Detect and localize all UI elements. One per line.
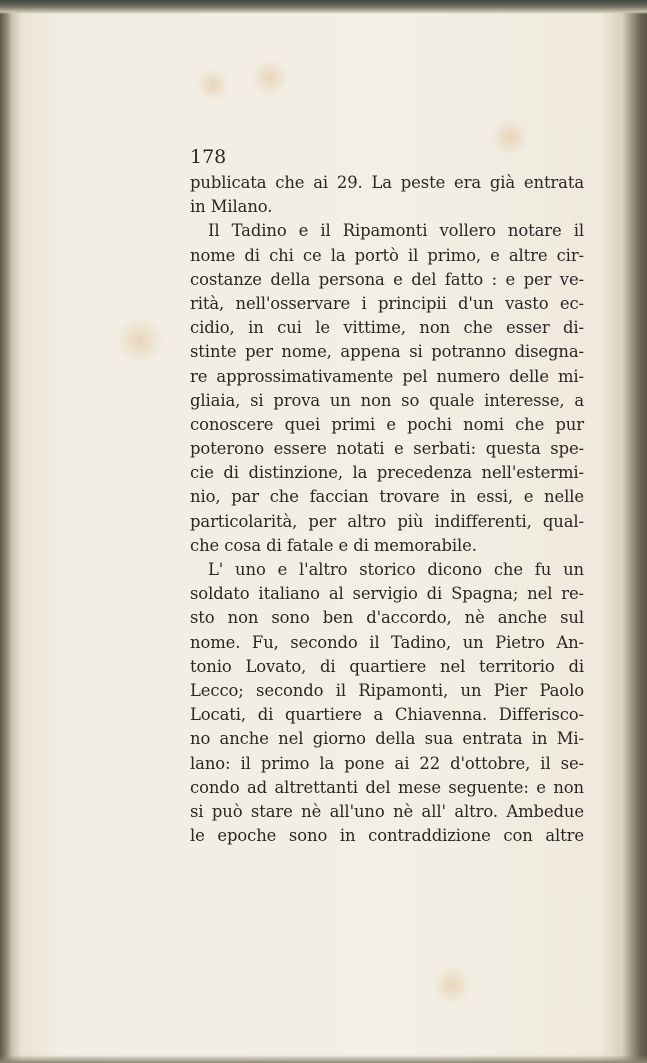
- text-line: nio, par che faccian trovare in essi, e nelle: [190, 487, 584, 507]
- text-line: rità, nell'osservare i principii d'un vasto ec-: [190, 293, 584, 313]
- foxing-stain: [195, 70, 231, 100]
- text-line: soldato italiano al servigio di Spagna; nel re-: [190, 584, 584, 604]
- text-line: si può stare nè all'uno nè all' altro. Ambedue: [190, 801, 584, 821]
- text-line: costanze della persona e del fatto : e per ve-: [190, 269, 584, 289]
- text-line: cie di distinzione, la precedenza nell'estermi-: [190, 463, 584, 483]
- text-line: poterono essere notati e serbati: questa spe-: [190, 439, 584, 459]
- foxing-stain: [115, 318, 165, 362]
- text-line: Il Tadino e il Ripamonti vollero notare il: [208, 221, 584, 241]
- text-line: Locati, di quartiere a Chiavenna. Differisco-: [190, 705, 584, 725]
- text-line: condo ad altrettanti del mese seguente: e non: [190, 777, 584, 797]
- text-line: conoscere quei primi e pochi nomi che pur: [190, 414, 584, 434]
- page-number: 178: [190, 146, 227, 168]
- text-lines: [190, 171, 584, 848]
- page-text-block: [190, 145, 584, 848]
- page-top-edge: [0, 0, 647, 14]
- text-line: stinte per nome, appena si potranno disegna-: [190, 342, 584, 362]
- text-line: gliaia, si prova un non so quale interesse, a: [190, 390, 584, 410]
- text-line: che cosa di fatale e di memorabile.: [190, 535, 477, 555]
- text-line: tonio Lovato, di quartiere nel territorio di: [190, 656, 584, 676]
- text-line: re approssimativamente pel numero delle mi-: [190, 366, 584, 386]
- text-line: cidio, in cui le vittime, non che esser di-: [190, 318, 584, 338]
- text-line: lano: il primo la pone ai 22 d'ottobre, il se-: [190, 753, 584, 773]
- page-bottom-edge: [0, 1055, 647, 1063]
- text-line: le epoche sono in contraddizione con altre: [190, 826, 584, 846]
- text-line: sto non sono ben d'accordo, nè anche sul: [190, 608, 584, 628]
- text-line: in Milano.: [190, 197, 273, 217]
- text-line: publicata che ai 29. La peste era già entrata: [190, 173, 584, 192]
- foxing-stain: [250, 60, 290, 96]
- text-line: L' uno e l'altro storico dicono che fu un: [208, 560, 584, 579]
- foxing-stain: [430, 968, 474, 1002]
- text-line: nome. Fu, secondo il Tadino, un Pietro An-: [190, 632, 584, 652]
- text-line: nome di chi ce la portò il primo, e altre cir-: [190, 245, 584, 265]
- text-line: no anche nel giorno della sua entrata in Mi-: [190, 729, 584, 749]
- text-line: Lecco; secondo il Ripamonti, un Pier Paolo: [190, 680, 584, 700]
- text-line: particolarità, per altro più indifferenti, qual-: [190, 511, 584, 531]
